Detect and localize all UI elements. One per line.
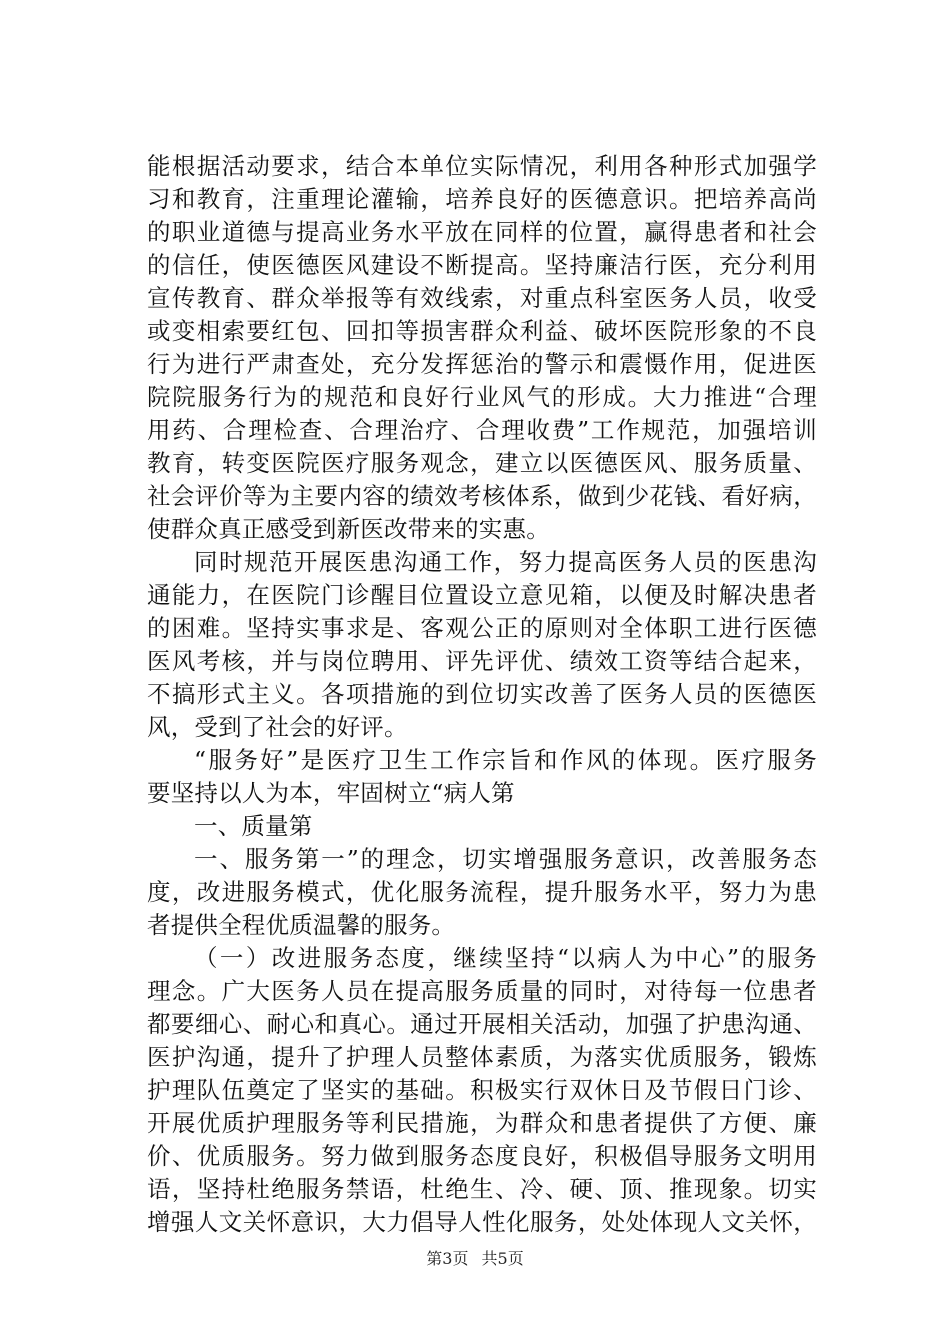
text-line: 理念。广大医务人员在提高服务质量的同时，对待每一位患者 — [147, 977, 817, 1005]
text-line: “服务好”是医疗卫生工作宗旨和作风的体现。医疗服务 — [194, 746, 817, 774]
text-line: 医风考核，并与岗位聘用、评先评优、绩效工资等结合起来， — [147, 647, 817, 675]
text-line: 护理队伍奠定了坚实的基础。积极实行双休日及节假日门诊、 — [147, 1076, 817, 1104]
page-total: 共5页 — [481, 1249, 524, 1268]
text-line: 宣传教育、群众举报等有效线索，对重点科室医务人员，收受 — [147, 284, 817, 312]
text-line: 或变相索要红包、回扣等损害群众利益、破坏医院形象的不良 — [147, 317, 817, 345]
text-line: 的信任，使医德医风建设不断提高。坚持廉洁行医，充分利用 — [147, 251, 817, 279]
text-line: 习和教育，注重理论灌输，培养良好的医德意识。把培养高尚 — [147, 185, 817, 213]
page-footer — [0, 1246, 950, 1269]
text-line: 要坚持以人为本，牢固树立“病人第 — [147, 779, 515, 807]
page-number: 第3页 — [426, 1249, 469, 1268]
text-line: 者提供全程优质温馨的服务。 — [147, 911, 456, 939]
text-line: 医护沟通，提升了护理人员整体素质，为落实优质服务，锻炼 — [147, 1043, 817, 1071]
text-line: 语，坚持杜绝服务禁语，杜绝生、冷、硬、顶、推现象。切实 — [147, 1175, 817, 1203]
text-line: （一）改进服务态度，继续坚持“以病人为中心”的服务 — [194, 944, 817, 972]
text-line: 的职业道德与提高业务水平放在同样的位置，赢得患者和社会 — [147, 218, 817, 246]
text-line: 通能力，在医院门诊醒目位置设立意见箱，以便及时解决患者 — [147, 581, 817, 609]
text-line: 能根据活动要求，结合本单位实际情况，利用各种形式加强学 — [147, 152, 817, 180]
text-line: 一、服务第一”的理念，切实增强服务意识，改善服务态 — [194, 845, 817, 873]
text-line: 使群众真正感受到新医改带来的实惠。 — [147, 515, 550, 543]
text-line: 开展优质护理服务等利民措施，为群众和患者提供了方便、廉 — [147, 1109, 817, 1137]
text-line: 价、优质服务。努力做到服务态度良好，积极倡导服务文明用 — [147, 1142, 817, 1170]
text-line: 用药、合理检查、合理治疗、合理收费”工作规范，加强培训 — [147, 416, 817, 444]
text-line: 教育，转变医院医疗服务观念，建立以医德医风、服务质量、 — [147, 449, 817, 477]
text-line: 同时规范开展医患沟通工作，努力提高医务人员的医患沟 — [194, 548, 817, 576]
text-line: 的困难。坚持实事求是、客观公正的原则对全体职工进行医德 — [147, 614, 817, 642]
text-line: 风，受到了社会的好评。 — [147, 713, 408, 741]
text-line: 增强人文关怀意识，大力倡导人性化服务，处处体现人文关怀， — [147, 1208, 817, 1236]
document-body — [147, 150, 817, 1239]
text-line: 不搞形式主义。各项措施的到位切实改善了医务人员的医德医 — [147, 680, 817, 708]
text-line: 都要细心、耐心和真心。通过开展相关活动，加强了护患沟通、 — [147, 1010, 817, 1038]
text-line: 度，改进服务模式，优化服务流程，提升服务水平，努力为患 — [147, 878, 817, 906]
text-line: 行为进行严肃查处，充分发挥惩治的警示和震慑作用，促进医 — [147, 350, 817, 378]
text-line: 院院服务行为的规范和良好行业风气的形成。大力推进“合理 — [147, 383, 817, 411]
text-line: 社会评价等为主要内容的绩效考核体系，做到少花钱、看好病， — [147, 482, 817, 510]
text-line: 一、质量第 — [194, 812, 313, 840]
